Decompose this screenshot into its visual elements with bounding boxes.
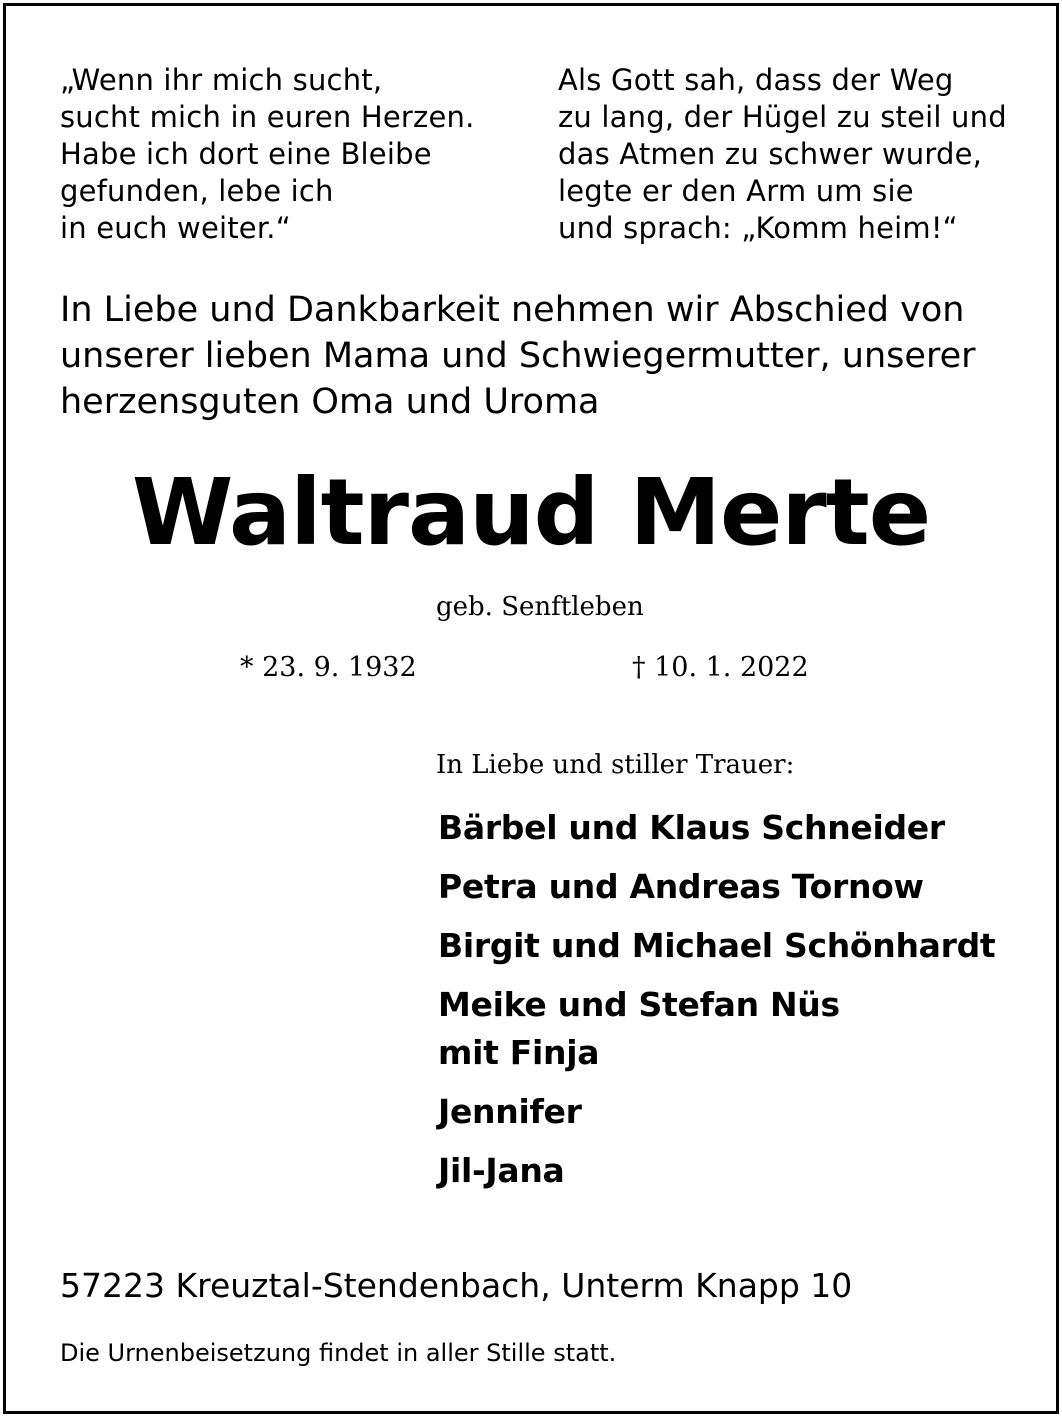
intro-line: In Liebe und Dankbarkeit nehmen wir Abschied von (60, 290, 965, 330)
intro-line: unserer lieben Mama und Schwiegermutter, unserer (60, 336, 976, 376)
deceased-name: Waltraud Merte (131, 459, 931, 566)
quote-left-line: in euch weiter.“ (60, 211, 291, 245)
mourner-name: Birgit und Michael Schönhardt (438, 926, 996, 965)
quote-left-line: sucht mich in euren Herzen. (60, 100, 475, 134)
mourner-name: Petra und Andreas Tornow (438, 867, 924, 906)
quote-left-line: „Wenn ihr mich sucht, (60, 63, 383, 97)
mourning-label: In Liebe und stiller Trauer: (436, 750, 795, 780)
mourner-name: Jennifer (438, 1092, 582, 1131)
quote-right-line: und sprach: „Komm heim!“ (558, 211, 958, 245)
quote-right-line: zu lang, der Hügel zu steil und (558, 100, 1007, 134)
quote-right-line: Als Gott sah, dass der Weg (558, 63, 954, 97)
quote-right-line: das Atmen zu schwer wurde, (558, 137, 983, 171)
mourner-name: mit Finja (438, 1033, 600, 1072)
quote-right-line: legte er den Arm um sie (558, 174, 914, 208)
quote-right (558, 62, 1007, 247)
mourners-list (438, 806, 995, 1193)
mourner-name: Bärbel und Klaus Schneider (438, 808, 945, 847)
mourner-name: Meike und Stefan Nüs (438, 985, 840, 1024)
death-date: † 10. 1. 2022 (632, 652, 809, 683)
intro-line: herzensguten Oma und Uroma (60, 382, 600, 422)
quote-left-line: Habe ich dort eine Bleibe (60, 137, 432, 171)
address: 57223 Kreuztal-Stendenbach, Unterm Knapp 10 (60, 1266, 853, 1305)
quote-left (60, 62, 475, 247)
mourner-name: Jil-Jana (438, 1151, 565, 1190)
intro-text (60, 287, 1010, 425)
burial-note: Die Urnenbeisetzung findet in aller Stille statt. (60, 1339, 617, 1367)
quote-left-line: gefunden, lebe ich (60, 174, 334, 208)
birth-date: * 23. 9. 1932 (240, 652, 417, 683)
maiden-name: geb. Senftleben (436, 592, 644, 622)
